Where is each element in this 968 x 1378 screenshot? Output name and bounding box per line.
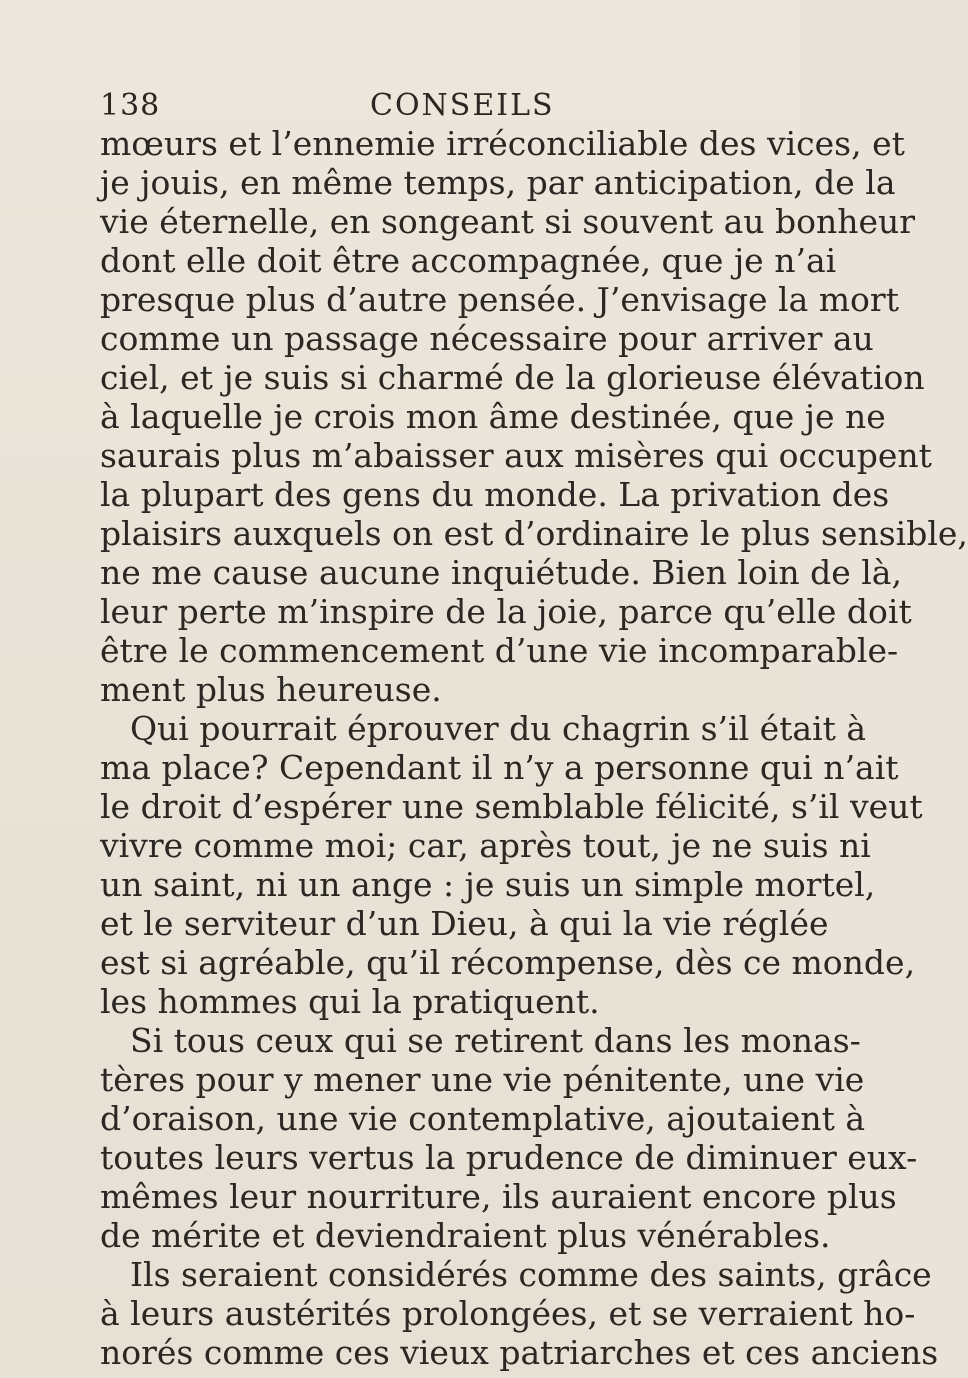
text-line: à leurs austérités prolongées, et se verraient ho- <box>100 1294 916 1333</box>
paragraph-last-line: ment plus heureuse. <box>100 670 442 709</box>
page-header <box>100 88 760 128</box>
paragraph-last-line: de mérite et deviendraient plus vénérables. <box>100 1216 831 1255</box>
text-line: saurais plus m’abaisser aux misères qui occupent <box>100 436 932 475</box>
paragraph-first-line: Si tous ceux qui se retirent dans les monas- <box>130 1021 861 1060</box>
text-line: presque plus d’autre pensée. J’envisage la mort <box>100 280 899 319</box>
running-head: CONSEILS <box>370 88 555 123</box>
text-line: le droit d’espérer une semblable félicité, s’il veut <box>100 787 923 826</box>
text-line: tères pour y mener une vie pénitente, une vie <box>100 1060 865 1099</box>
text-line: ciel, et je suis si charmé de la glorieuse élévation <box>100 358 925 397</box>
text-line: et le serviteur d’un Dieu, à qui la vie réglée <box>100 904 829 943</box>
text-line: norés comme ces vieux patriarches et ces anciens <box>100 1333 939 1372</box>
paragraph-first-line: Qui pourrait éprouver du chagrin s’il était à <box>130 709 867 748</box>
text-line: dont elle doit être accompagnée, que je n’ai <box>100 241 837 280</box>
text-line: comme un passage nécessaire pour arriver au <box>100 319 874 358</box>
text-line: ma place? Cependant il n’y a personne qui n’ait <box>100 748 899 787</box>
text-line: vivre comme moi; car, après tout, je ne suis ni <box>100 826 871 865</box>
paragraph-first-line: Ils seraient considérés comme des saints, grâce <box>130 1255 932 1294</box>
text-line: à laquelle je crois mon âme destinée, que je ne <box>100 397 886 436</box>
text-line: est si agréable, qu’il récompense, dès ce monde, <box>100 943 916 982</box>
text-line: d’oraison, une vie contemplative, ajoutaient à <box>100 1099 865 1138</box>
text-line: être le commencement d’une vie incomparable- <box>100 631 899 670</box>
text-line: plaisirs auxquels on est d’ordinaire le plus sensible, <box>100 514 968 553</box>
body-text <box>100 124 968 1372</box>
paragraph-last-line: les hommes qui la pratiquent. <box>100 982 600 1021</box>
text-line: mœurs et l’ennemie irréconciliable des vices, et <box>100 124 905 163</box>
text-line: la plupart des gens du monde. La privation des <box>100 475 890 514</box>
page-number: 138 <box>100 88 161 123</box>
text-line: vie éternelle, en songeant si souvent au bonheur <box>100 202 916 241</box>
text-line: je jouis, en même temps, par anticipation, de la <box>100 163 896 202</box>
text-line: toutes leurs vertus la prudence de diminuer eux- <box>100 1138 918 1177</box>
text-line: mêmes leur nourriture, ils auraient encore plus <box>100 1177 897 1216</box>
text-line: leur perte m’inspire de la joie, parce qu’elle doit <box>100 592 912 631</box>
text-line: un saint, ni un ange : je suis un simple mortel, <box>100 865 876 904</box>
text-line: ne me cause aucune inquiétude. Bien loin de là, <box>100 553 902 592</box>
